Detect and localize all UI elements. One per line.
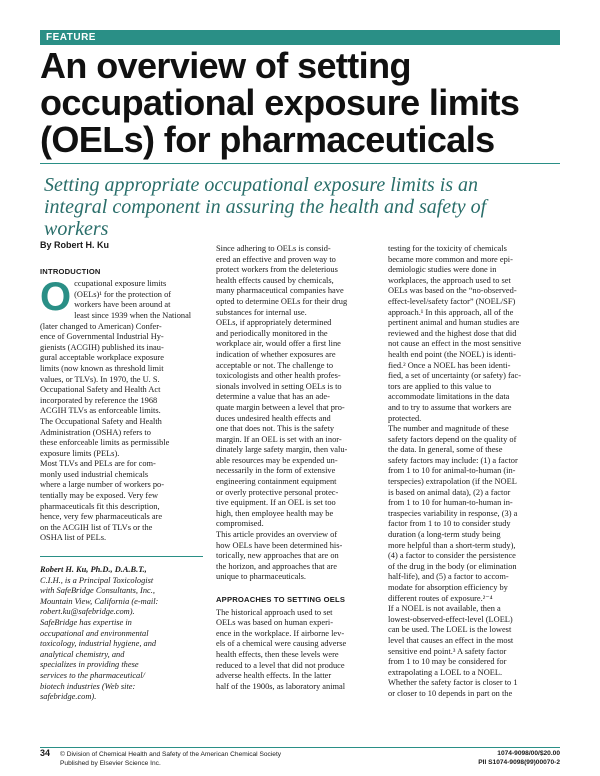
text-line: accommodate limitations in the data xyxy=(388,392,510,402)
text-line: can be used. The LOEL is the lowest xyxy=(388,625,512,635)
text-line: one that does not. This is the safety xyxy=(216,424,335,434)
text-line: safety factors depend on the quality of xyxy=(388,434,517,444)
text-line: engineering containment equipment xyxy=(216,477,337,487)
text-line: sensitive end point.³ A safety factor xyxy=(388,646,507,656)
text-line: workers have been around at xyxy=(74,300,171,310)
text-line: determine a value that has an ade- xyxy=(216,392,330,402)
text-line: tive equipment. If an OEL is set too xyxy=(216,498,336,508)
text-line: from 1 to 10 for animal-to-human (in- xyxy=(388,466,516,476)
text-line: dinately large safety margin, then valu- xyxy=(216,445,348,455)
bio-line: biotech industries (Web site: xyxy=(40,681,136,691)
bio-line: with SafeBridge Consultants, Inc., xyxy=(40,586,155,596)
title-line: (OELs) for pharmaceuticals xyxy=(40,119,495,160)
text-line: where a large number of workers po- xyxy=(40,480,165,490)
text-line: OSHA list of PELs. xyxy=(40,533,107,543)
text-line: high, then employee health may be xyxy=(216,508,334,518)
text-line: level that causes an effect in the most xyxy=(388,635,514,645)
bio-line: occupational and environmental xyxy=(40,628,149,638)
text-line: lowest-observed-effect-level (LOEL) xyxy=(388,614,513,624)
text-line: indication of whether exposures are xyxy=(216,349,336,359)
column-2 xyxy=(216,244,376,692)
text-line: protected. xyxy=(388,413,422,423)
text-line: from 1 to 10 for human-to-human in- xyxy=(388,498,513,508)
text-line: els of a chemical were causing adverse xyxy=(216,639,347,649)
text-line: ence in the workplace. If airborne lev- xyxy=(216,628,345,638)
text-line: more helpful than a short-term study), xyxy=(388,540,516,550)
text-line: workplaces, the approach used to set xyxy=(388,275,511,285)
text-line: Most TLVs and PELs are for com- xyxy=(40,459,156,469)
text-line: duration (a long-term study being xyxy=(388,530,501,540)
text-line: tors are applied to this value to xyxy=(388,381,492,391)
bio-line: services to the pharmaceutical/ xyxy=(40,670,145,680)
bio-line: analytical chemistry, and xyxy=(40,649,125,659)
text-line: toxicologists and other health profes- xyxy=(216,371,341,381)
text-line: hence, very few pharmaceuticals are xyxy=(40,512,163,522)
text-line: If a NOEL is not available, then a xyxy=(388,604,501,614)
text-line: of the drug in the body (or elimination xyxy=(388,561,517,571)
text-line: health effects caused by chemicals, xyxy=(216,275,334,285)
text-line: half of the 1900s, as laboratory animal xyxy=(216,681,346,691)
text-line: OELs was based on human experi- xyxy=(216,618,333,628)
pii-text: PII S1074-9098(99)00070-2 xyxy=(478,759,560,766)
publisher-text: Published by Elsevier Science Inc. xyxy=(60,760,161,767)
text-line: This article provides an overview of xyxy=(216,530,338,540)
title-divider xyxy=(40,163,560,164)
text-line: or closer to 10 depends in part on the xyxy=(388,688,513,698)
text-line: protect workers from the deleterious xyxy=(216,265,338,275)
text-line: ered an effective and proven way to xyxy=(216,254,336,264)
text-line: unique to pharmaceuticals. xyxy=(216,572,306,582)
text-line: substances for internal use. xyxy=(216,307,307,317)
text-line: compromised. xyxy=(216,519,264,529)
text-line: reviewed and the highest dose that did xyxy=(388,328,517,338)
text-line: (later changed to American) Confer- xyxy=(40,321,162,331)
text-line: effect-level/safety factor” (NOEL/SF) xyxy=(388,296,516,306)
bio-website[interactable]: safebridge.com). xyxy=(40,692,97,702)
text-line: monly used industrial chemicals xyxy=(40,469,149,479)
text-line: and to try to assume that workers are xyxy=(388,402,512,412)
text-line: ence of Governmental Industrial Hy- xyxy=(40,332,164,342)
copyright-text: © Division of Chemical Health and Safety of the American Chemical Society xyxy=(60,751,282,758)
text-line: Whether the safety factor is closer to 1 xyxy=(388,678,518,688)
footer-right xyxy=(478,749,560,767)
bio-email[interactable]: robert.ku@safebridge.com). xyxy=(40,607,135,617)
bio-divider xyxy=(40,556,203,557)
text-line: OELs was based on the “no-observed- xyxy=(388,286,517,296)
text-line: many pharmaceutical companies have xyxy=(216,286,344,296)
text-line: on the ACGIH list of TLVs or the xyxy=(40,522,153,532)
text-line: terspecies) extrapolation (if the NOEL xyxy=(388,477,517,487)
section-heading-introduction: INTRODUCTION xyxy=(40,266,101,276)
text-line: exposure limits (PELs). xyxy=(40,448,120,458)
text-line: and periodically monitored in the xyxy=(216,328,328,338)
article-title xyxy=(40,47,570,158)
text-line: The number and magnitude of these xyxy=(388,424,509,434)
text-line: extrapolating a LOEL to a NOEL. xyxy=(388,667,503,677)
text-line: is based on animal data), (2) a factor xyxy=(388,487,511,497)
text-line: adverse health effects. In the latter xyxy=(216,671,332,681)
bio-line: toxicology, industrial hygiene, and xyxy=(40,639,157,649)
text-line: from 1 to 10 may be considered for xyxy=(388,657,507,667)
byline: By Robert H. Ku xyxy=(40,240,110,250)
footer-left xyxy=(40,749,281,768)
text-line: (OELs)¹ for the protection of xyxy=(74,289,172,299)
text-line: factor from 1 to 10 to consider study xyxy=(388,519,511,529)
issn-text: 1074-9098/00/$20.00 xyxy=(497,750,560,757)
bio-line: Mountain View, California (e-mail: xyxy=(40,596,159,606)
text-line: incorporated by reference the 1968 xyxy=(40,395,158,405)
text-line: safety factors may include: (1) a factor xyxy=(388,455,518,465)
text-line: the horizon, and approaches that are xyxy=(216,561,337,571)
section-heading-approaches: APPROACHES TO SETTING OELS xyxy=(216,595,346,604)
text-line: these enforceable limits as permissible xyxy=(40,438,170,448)
text-line: ccupational exposure limits xyxy=(74,279,167,289)
footer-divider xyxy=(40,747,560,748)
text-line: margin. If an OEL is set with an inor- xyxy=(216,434,342,444)
text-line: quate margin between a level that pro- xyxy=(216,402,345,412)
text-line: demiologic studies were done in xyxy=(388,265,497,275)
text-line: modate for absorption efficiency by xyxy=(388,583,508,592)
text-line: approach.¹ In this approach, all of the xyxy=(388,307,514,317)
column-3 xyxy=(388,244,556,700)
title-line: An overview of setting xyxy=(40,45,411,86)
text-line: limits (now known as threshold limit xyxy=(40,363,164,373)
text-line: different routes of exposure.²⁻⁴ xyxy=(388,593,493,603)
bio-line: Robert H. Ku, Ph.D., D.A.B.T., xyxy=(40,565,147,575)
text-line: ACGIH TLVs as enforceable limits. xyxy=(40,406,161,416)
text-line: (4) a factor to consider the persistence xyxy=(388,551,516,561)
text-line: reduced to a level that did not produce xyxy=(216,660,345,670)
text-line: traspecies variability in response, (3) a xyxy=(388,508,518,518)
body-text-block xyxy=(216,244,376,583)
text-line: able resources may be expended un- xyxy=(216,455,338,465)
text-line: how OELs have been determined his- xyxy=(216,540,343,550)
article-subtitle xyxy=(44,174,564,240)
text-line: necessarily in the form of extensive xyxy=(216,466,336,476)
text-line: became more common and more epi- xyxy=(388,254,513,264)
text-line: health effects, then these levels were xyxy=(216,649,339,659)
text-line: half-life), and (5) a factor to accom- xyxy=(388,572,509,582)
text-line: sionals involved in setting OELs is to xyxy=(216,381,342,391)
text-line: least since 1939 when the National xyxy=(74,310,192,320)
bio-line: C.I.H., is a Principal Toxicologist xyxy=(40,575,154,585)
subtitle-line: integral component in assuring the health and safety of xyxy=(44,196,487,218)
text-line: Administration (OSHA) refers to xyxy=(40,427,151,437)
text-line: the data. In general, some of these xyxy=(388,445,503,455)
intro-paragraphs xyxy=(40,275,203,544)
bio-line: specializes in providing these xyxy=(40,660,139,670)
text-line: not cause an effect in the most sensitive xyxy=(388,339,522,349)
text-line: fied, a set of uncertainty (or safety) fac- xyxy=(388,371,522,381)
page-number: 34 xyxy=(40,749,51,758)
text-line: tentially may be exposed. Very few xyxy=(40,491,158,501)
body-text-block xyxy=(216,608,376,693)
text-line: workplace air, would offer a first line xyxy=(216,339,341,349)
text-line: Occupational Safety and Health Act xyxy=(40,385,161,395)
text-line: or overly protective personal protec- xyxy=(216,487,339,497)
feature-label: FEATURE xyxy=(40,30,560,45)
text-line: The historical approach used to set xyxy=(216,607,333,617)
text-line: Since adhering to OELs is consid- xyxy=(216,244,331,253)
text-line: gural acceptable workplace exposure xyxy=(40,353,164,363)
text-line: opted to determine OELs for their drug xyxy=(216,296,348,306)
text-line: acceptable or not. The challenge to xyxy=(216,360,334,370)
text-line: pertinent animal and human studies are xyxy=(388,318,520,328)
footer-line xyxy=(40,749,281,759)
text-line: values, or TLVs). In 1970, the U. S. xyxy=(40,374,160,384)
bio-line: SafeBridge has expertise in xyxy=(40,618,132,627)
text-line: gienists (ACGIH) published its inau- xyxy=(40,342,164,352)
author-bio xyxy=(40,565,203,703)
subtitle-line: workers xyxy=(44,218,109,240)
text-line: The Occupational Safety and Health xyxy=(40,416,162,426)
text-line: health end point (the NOEL) is identi- xyxy=(388,349,516,359)
column-1 xyxy=(40,240,203,703)
drop-cap: O xyxy=(40,275,72,320)
title-line: occupational exposure limits xyxy=(40,82,520,123)
text-line: fied.² Once a NOEL has been identi- xyxy=(388,360,511,370)
text-line: pharmaceuticals fit this description, xyxy=(40,501,160,511)
subtitle-line: Setting appropriate occupational exposure limits is an xyxy=(44,174,479,196)
text-line: duces undesired health effects and xyxy=(216,413,331,423)
text-line: testing for the toxicity of chemicals xyxy=(388,244,507,253)
text-line: OELs, if appropriately determined xyxy=(216,318,332,328)
text-line: torically, new approaches that are on xyxy=(216,551,339,561)
